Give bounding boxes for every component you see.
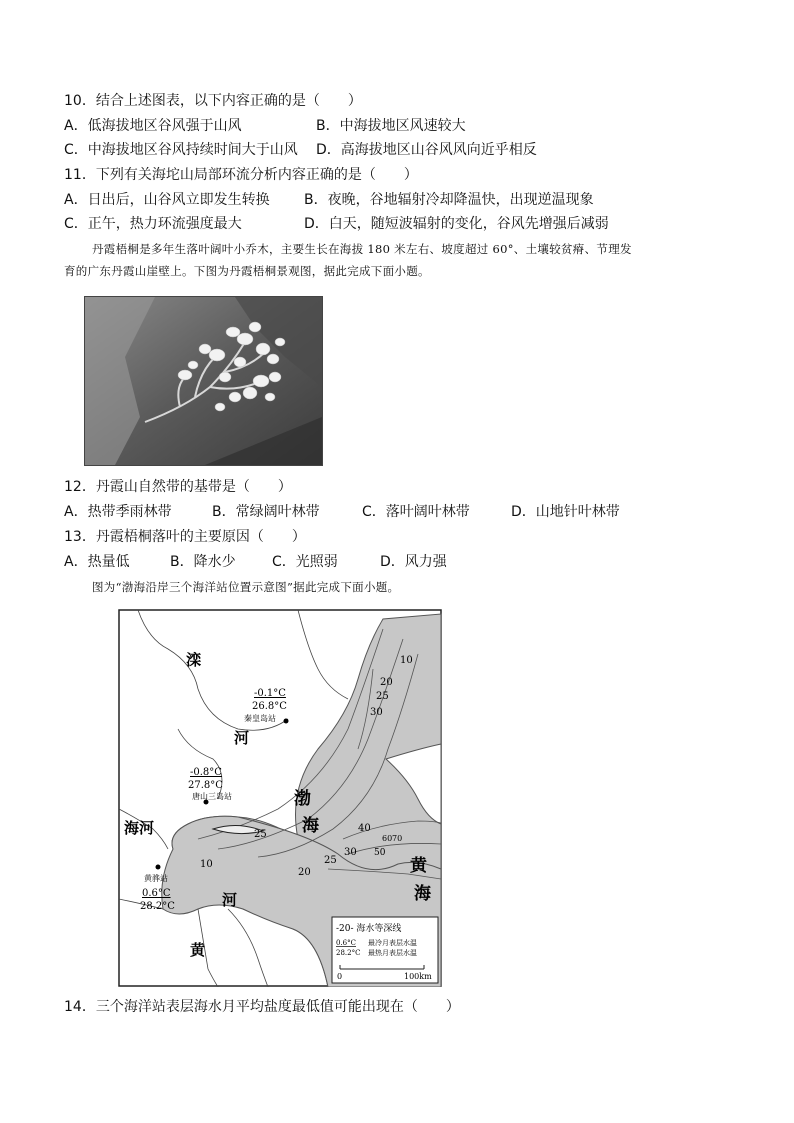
intro-line-1: 丹霞梧桐是多年生落叶阔叶小乔木，主要生长在海拔 180 米左右、坡度超过 60°、土壤较贫瘠、节理发: [92, 242, 632, 256]
depth-label: 10: [400, 655, 413, 666]
q11-option-b: B．夜晚，谷地辐射冷却降温快，出现逆温现象: [304, 192, 594, 208]
q12-stem: 12．丹霞山自然带的基带是（ ）: [64, 479, 292, 495]
q10-stem: 10．结合上述图表，以下内容正确的是（ ）: [64, 93, 362, 109]
legend-depth-line: -20- 海水等深线: [336, 924, 402, 934]
label-haihe: 海河: [124, 819, 155, 837]
q11-stem: 11．下列有关海坨山局部环流分析内容正确的是（ ）: [64, 167, 418, 183]
depth-label: 60: [382, 834, 393, 843]
q11-option-d: D．白天，随短波辐射的变化，谷风先增强后减弱: [304, 216, 609, 232]
q10-option-a: A．低海拔地区谷风强于山风: [64, 118, 242, 134]
q12-option-b: B．常绿阔叶林带: [212, 504, 320, 520]
map-legend: [332, 917, 438, 983]
label-huanghai-1: 黄: [410, 856, 427, 876]
q13-option-b: B．降水少: [170, 554, 236, 570]
q10-option-b: B．中海拔地区风速较大: [316, 118, 466, 134]
map-figure: [118, 609, 442, 987]
legend-warm-value: 28.2°C: [336, 949, 361, 957]
intro-line-2: 育的广东丹霞山崖壁上。下图为丹霞梧桐景观图，据此完成下面小题。: [64, 264, 430, 278]
q13-option-c: C．光照弱: [272, 554, 338, 570]
legend-warm-label: 最热月表层水温: [368, 949, 417, 957]
depth-label: 25: [254, 829, 267, 840]
ts-cold-temp: -0.8°C: [190, 767, 222, 778]
depth-label: 30: [370, 707, 383, 718]
q14-stem: 14．三个海洋站表层海水月平均盐度最低值可能出现在（ ）: [64, 999, 460, 1015]
label-huanghai-2: 海: [414, 884, 431, 904]
depth-label: 10: [200, 859, 213, 870]
bohai-station-map: [118, 609, 442, 987]
q13-option-d: D．风力强: [380, 554, 447, 570]
label-luan-2: 河: [234, 729, 250, 747]
q11-option-c: C．正午，热力环流强度最大: [64, 216, 242, 232]
station-qinhuangdao-marker: [284, 719, 289, 724]
photo-illustration: [85, 297, 322, 465]
hh-warm-temp: 28.2°C: [140, 901, 175, 912]
depth-label: 20: [380, 677, 393, 688]
label-huanghe-2: 黄: [190, 941, 206, 959]
scale-km: 100km: [404, 972, 432, 981]
q13-stem: 13．丹霞梧桐落叶的主要原因（ ）: [64, 529, 306, 545]
label-bohai-1: 渤: [294, 789, 311, 809]
legend-cold-label: 最冷月表层水温: [368, 939, 417, 947]
intro-paragraph-2: 图为“渤海沿岸三个海洋站位置示意图”据此完成下面小题。: [92, 580, 400, 594]
ts-warm-temp: 27.8°C: [188, 780, 223, 791]
q12-option-c: C．落叶阔叶林带: [362, 504, 470, 520]
station-huanghua-marker: [156, 865, 161, 870]
intro-paragraph-1: [64, 238, 734, 282]
depth-label: 30: [344, 847, 357, 858]
ts-station-name: 唐山三岛站: [192, 792, 232, 801]
qhd-station-name: 秦皇岛站: [244, 714, 276, 723]
hh-station-name: 黄骅站: [144, 874, 168, 883]
danxia-wutong-photo: [84, 296, 323, 466]
q12-option-a: A．热带季雨林带: [64, 504, 172, 520]
qhd-cold-temp: -0.1°C: [254, 688, 286, 699]
q10-option-c: C．中海拔地区谷风持续时间大于山风: [64, 142, 298, 158]
legend-cold-value: 0.6°C: [336, 939, 356, 947]
depth-label: 25: [324, 855, 337, 866]
depth-label: 25: [376, 691, 389, 702]
q13-option-a: A．热量低: [64, 554, 130, 570]
depth-label: 50: [374, 848, 386, 858]
qhd-warm-temp: 26.8°C: [252, 701, 287, 712]
q10-option-d: D．高海拔地区山谷风风向近乎相反: [316, 142, 537, 158]
label-luan-1: 滦: [186, 651, 202, 669]
label-bohai-2: 海: [302, 816, 319, 836]
q11-option-a: A．日出后，山谷风立即发生转换: [64, 192, 270, 208]
depth-label: 70: [392, 834, 403, 843]
hh-cold-temp: 0.6°C: [142, 888, 171, 899]
depth-label: 20: [298, 867, 311, 878]
scale-zero: 0: [337, 972, 343, 981]
q12-option-d: D．山地针叶林带: [511, 504, 620, 520]
depth-label: 40: [358, 823, 371, 834]
label-huanghe-1: 河: [222, 891, 238, 909]
